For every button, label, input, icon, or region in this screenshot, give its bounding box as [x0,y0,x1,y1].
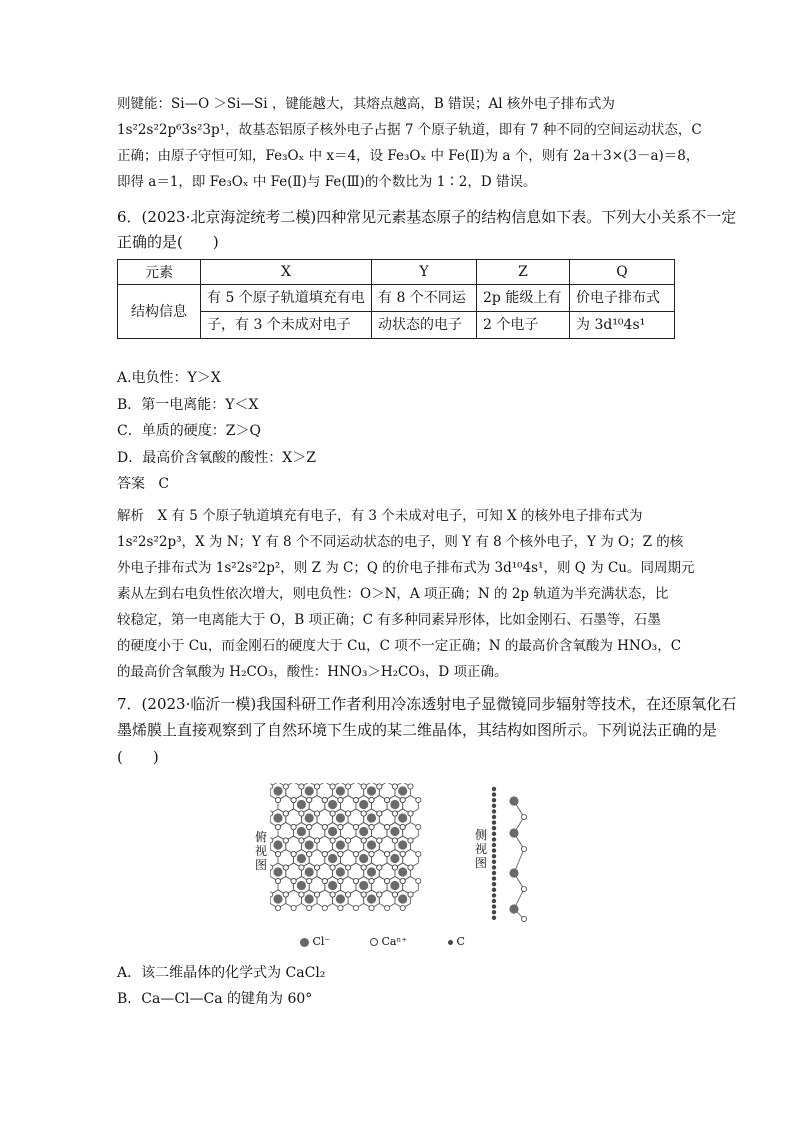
ca-ion [270,811,273,816]
ca-ion [283,838,288,843]
cl-ion [297,827,306,836]
ca-ion [400,905,405,910]
cl-ion [398,786,407,795]
cl-ion [359,854,368,863]
ca-ion [408,865,413,870]
cl-ion [305,813,314,822]
ca-ion [330,865,335,870]
ca-ion [314,865,319,870]
ca-ion [270,784,273,789]
crystal-top-view-diagram [270,783,470,933]
cl-ion [273,840,282,849]
cl-ion [367,867,376,876]
ca-ion [377,892,382,897]
cl-ion [390,881,399,890]
cl-ion [509,904,518,913]
crystal-side-view-diagram [488,785,538,925]
ca-ion [353,905,358,910]
cl-ion [336,786,345,795]
cl-ion [305,786,314,795]
cl-ion [297,854,306,863]
cl-ion [297,881,306,890]
q7-option-b: B．Ca—Cl—Ca 的键角为 60° [117,991,313,1007]
answer-label: 答案 [117,476,145,492]
ca-ion [416,878,421,883]
cl-ion [509,796,518,805]
ca-ion [283,811,288,816]
ca-ion [299,838,304,843]
legend-c: C [448,935,465,948]
explanation-line: 1s²2s²2p³，X 为 N；Y 有 8 个不同运动状态的电子，则 Y 有 8 个核外电子，Y 为 O；Z 的核 [117,534,684,550]
table-cell: 价电子排布式 [570,285,675,312]
cl-ion [367,840,376,849]
cl-ion [328,800,337,809]
ca-ion [307,797,312,802]
answer-value: C [158,476,170,492]
cl-ion [273,867,282,876]
ca-ion [385,878,390,883]
ca-ion [416,851,421,856]
carbon-atom [492,910,496,914]
ca-ion [361,892,366,897]
carbon-atom [492,860,496,864]
carbon-atom [492,854,496,858]
carbon-atom [492,888,496,892]
table-row [118,312,675,339]
ca-ion [400,824,405,829]
ca-ion [385,797,390,802]
ca-ion [275,851,280,856]
ca-ion [400,878,405,883]
cl-ion [336,840,345,849]
ca-ion [377,865,382,870]
table-cell: 有 5 个原子轨道填充有电 [201,285,372,312]
table-header-row [118,260,675,285]
table-cell: 2 个电子 [477,312,570,339]
top-view-label: 俯视图 [255,830,268,872]
carbon-atom [492,865,496,869]
table-header-cell: 元素 [118,260,201,285]
ca-ion [361,784,366,789]
cl-ion [336,894,345,903]
ca-ion [291,851,296,856]
prev-explanation-line: 则键能：Si—O ＞Si—Si ，键能越大，其熔点越高，B 错误；Al 核外电子排布式为 [117,96,615,112]
ca-ion [385,851,390,856]
carbon-atom-icon [448,940,453,945]
ca-ion [400,797,405,802]
cl-ion [328,827,337,836]
ca-ion [408,838,413,843]
ca-ion [338,797,343,802]
legend-ca: Caⁿ⁺ [370,935,407,948]
cl-ion [398,867,407,876]
ca-ion [291,824,296,829]
table-header-cell: Y [372,260,477,285]
table-header-cell: Q [570,260,675,285]
cl-ion [328,881,337,890]
ca-ion [392,784,397,789]
carbon-atom [492,792,496,796]
prev-explanation-line: 即得 a＝1，即 Fe₃Oₓ 中 Fe(Ⅱ)与 Fe(Ⅲ)的个数比为 1∶2，D 错误。 [117,174,537,190]
ca-ion [299,865,304,870]
ca-ion [291,797,296,802]
cl-ion [273,894,282,903]
table-cell: 为 3d¹⁰4s¹ [570,312,675,339]
explanation-line: 较稳定，第一电离能大于 O，B 项正确；C 有多种同素异形体，比如金刚石、石墨等，石墨 [117,612,661,628]
cl-ion [305,894,314,903]
prev-explanation-line: 1s²2s²2p⁶3s²3p¹，故基态铝原子核外电子占据 7 个原子轨道，即有 7 种不同的空间运动状态，C [117,122,702,138]
ca-ion [291,905,296,910]
ca-ion [307,824,312,829]
option-d: D．最高价含氧酸的酸性：X＞Z [117,450,316,466]
ca-ion [322,878,327,883]
option-a: A.电负性：Y＞X [117,370,221,386]
ca-ion [275,905,280,910]
cl-ion [390,800,399,809]
ca-ion [346,811,351,816]
cl-ion [336,813,345,822]
ca-ion [385,824,390,829]
table-cell: 动状态的电子 [372,312,477,339]
cl-ion [398,894,407,903]
ca-ion [307,878,312,883]
ca-ion [369,905,374,910]
ca-ion [521,886,526,891]
ca-ion [521,814,526,819]
carbon-atom [492,899,496,903]
ca-ion [369,797,374,802]
ca-ion [338,878,343,883]
ca-ion [377,811,382,816]
cl-ion [359,881,368,890]
ca-ion [291,878,296,883]
explanation-line: 解析 X 有 5 个原子轨道填充有电子，有 3 个未成对电子，可知 X 的核外电子排布式为 [117,508,643,524]
ca-ion [400,851,405,856]
cl-ion [328,854,337,863]
carbon-atom [492,798,496,802]
ca-ion [299,811,304,816]
legend-cl: Cl⁻ [300,935,330,948]
side-view-label: 侧视图 [475,828,488,870]
cl-ion [398,840,407,849]
table-row [118,285,675,312]
ca-ion [330,784,335,789]
carbon-atom [492,809,496,813]
ca-ion [314,838,319,843]
ca-ion [392,838,397,843]
ca-ion [416,797,421,802]
explanation-line: 外电子排布式为 1s²2s²2p²，则 Z 为 C；Q 的价电子排布式为 3d¹⁰4s¹，则 Q 为 Cu。同周期元 [117,560,695,576]
ca-ion [416,824,421,829]
explanation-line: 的最高价含氧酸为 H₂CO₃，酸性：HNO₃＞H₂CO₃，D 项正确。 [117,664,508,680]
carbon-atom [492,804,496,808]
prev-explanation-line: 正确；由原子守恒可知，Fe₃Oₓ 中 x＝4，设 Fe₃Oₓ 中 Fe(Ⅱ)为 a 个，则有 2a＋3×(3－a)＝8， [117,148,700,164]
ca-ion [408,892,413,897]
cl-ion [273,813,282,822]
ca-ion [322,824,327,829]
cl-ion [390,827,399,836]
cl-ion [509,828,518,837]
ca-ion [392,865,397,870]
ca-ion [385,905,390,910]
option-b: B．第一电离能：Y＜X [117,397,259,413]
question-7-stem-cont: 墨烯膜上直接观察到了自然环境下生成的某二维晶体，其结构如图所示。下列说法正确的是 [117,721,718,739]
question-7-stem-blank: ( ) [117,748,159,766]
cl-ion [359,827,368,836]
ca-ion [322,851,327,856]
ca-ion [369,878,374,883]
carbon-atom [492,787,496,791]
carbon-atom [492,893,496,897]
ca-ion [353,797,358,802]
element-info-table [117,259,675,339]
carbon-atom [492,826,496,830]
cl-ion [367,894,376,903]
cl-ion [305,867,314,876]
ca-ion [353,878,358,883]
carbon-atom [492,876,496,880]
carbon-atom [492,832,496,836]
option-c: C．单质的硬度：Z＞Q [117,423,261,439]
cl-ion [367,786,376,795]
explanation-line: 的硬度小于 Cu，而金刚石的硬度大于 Cu，C 项不一定正确；N 的最高价含氧酸为 HNO₃，C [117,638,682,654]
question-7-stem: 7．(2023·临沂一模)我国科研工作者利用冷冻透射电子显微镜同步辐射等技术，在还原氧化石 [117,695,737,713]
carbon-atom [492,871,496,875]
ca-ion [283,892,288,897]
ca-ion [314,811,319,816]
carbon-atom [492,882,496,886]
carbon-atom [492,916,496,920]
ca-ion [330,892,335,897]
cl-ion [398,813,407,822]
ca-ion [377,784,382,789]
ca-ion [346,784,351,789]
explanation-line: 素从左到右电负性依次增大，则电负性：O＞N，A 项正确；N 的 2p 轨道为半充满状态，比 [117,586,669,602]
carbon-atom [492,820,496,824]
ca-ion [408,811,413,816]
ca-ion [521,916,526,921]
ca-ion [521,846,526,851]
cl-ion [367,813,376,822]
question-6-stem: 6．(2023·北京海淀统考二模)四种常见元素基态原子的结构信息如下表。下列大小关系不一定 [117,208,737,226]
carbon-atom [492,848,496,852]
ca-ion [270,865,273,870]
carbon-atom [492,815,496,819]
answer [117,473,169,493]
ca-ion [346,892,351,897]
ca-ion [307,851,312,856]
table-cell: 有 8 个不同运 [372,285,477,312]
ca-ion [392,892,397,897]
table-cell: 2p 能级上有 [477,285,570,312]
ca-ion [322,797,327,802]
question-6-stem-cont: 正确的是( ) [117,233,219,251]
ca-ion [338,824,343,829]
ca-ion-icon [370,938,378,946]
ca-ion [330,838,335,843]
ca-ion [307,905,312,910]
ca-ion [392,811,397,816]
cl-ion [390,854,399,863]
cl-ion-icon [300,938,309,947]
ca-ion [346,838,351,843]
cl-ion [273,786,282,795]
ca-ion [346,865,351,870]
ca-ion [338,905,343,910]
cl-ion [509,868,518,877]
cl-ion [297,800,306,809]
ca-ion [275,878,280,883]
ca-ion [330,811,335,816]
ca-ion [369,851,374,856]
ca-ion [361,838,366,843]
carbon-atom [492,843,496,847]
cl-ion [336,867,345,876]
carbon-atom [492,904,496,908]
ca-ion [275,797,280,802]
ca-ion [299,784,304,789]
ca-ion [361,865,366,870]
ca-ion [283,865,288,870]
ca-ion [275,824,280,829]
table-cell: 子，有 3 个未成对电子 [201,312,372,339]
ca-ion [270,892,273,897]
ca-ion [361,811,366,816]
ca-ion [283,784,288,789]
carbon-atom [492,837,496,841]
ca-ion [338,851,343,856]
ca-ion [408,784,413,789]
cl-ion [305,840,314,849]
ca-ion [299,892,304,897]
ca-ion [377,838,382,843]
ca-ion [314,784,319,789]
cl-ion [359,800,368,809]
table-row-label: 结构信息 [118,285,201,339]
ca-ion [322,905,327,910]
ca-ion [369,824,374,829]
table-header-cell: Z [477,260,570,285]
q7-option-a: A．该二维晶体的化学式为 CaCl₂ [117,965,326,981]
table-header-cell: X [201,260,372,285]
ca-ion [314,892,319,897]
ca-ion [353,851,358,856]
ca-ion [270,838,273,843]
ca-ion [353,824,358,829]
